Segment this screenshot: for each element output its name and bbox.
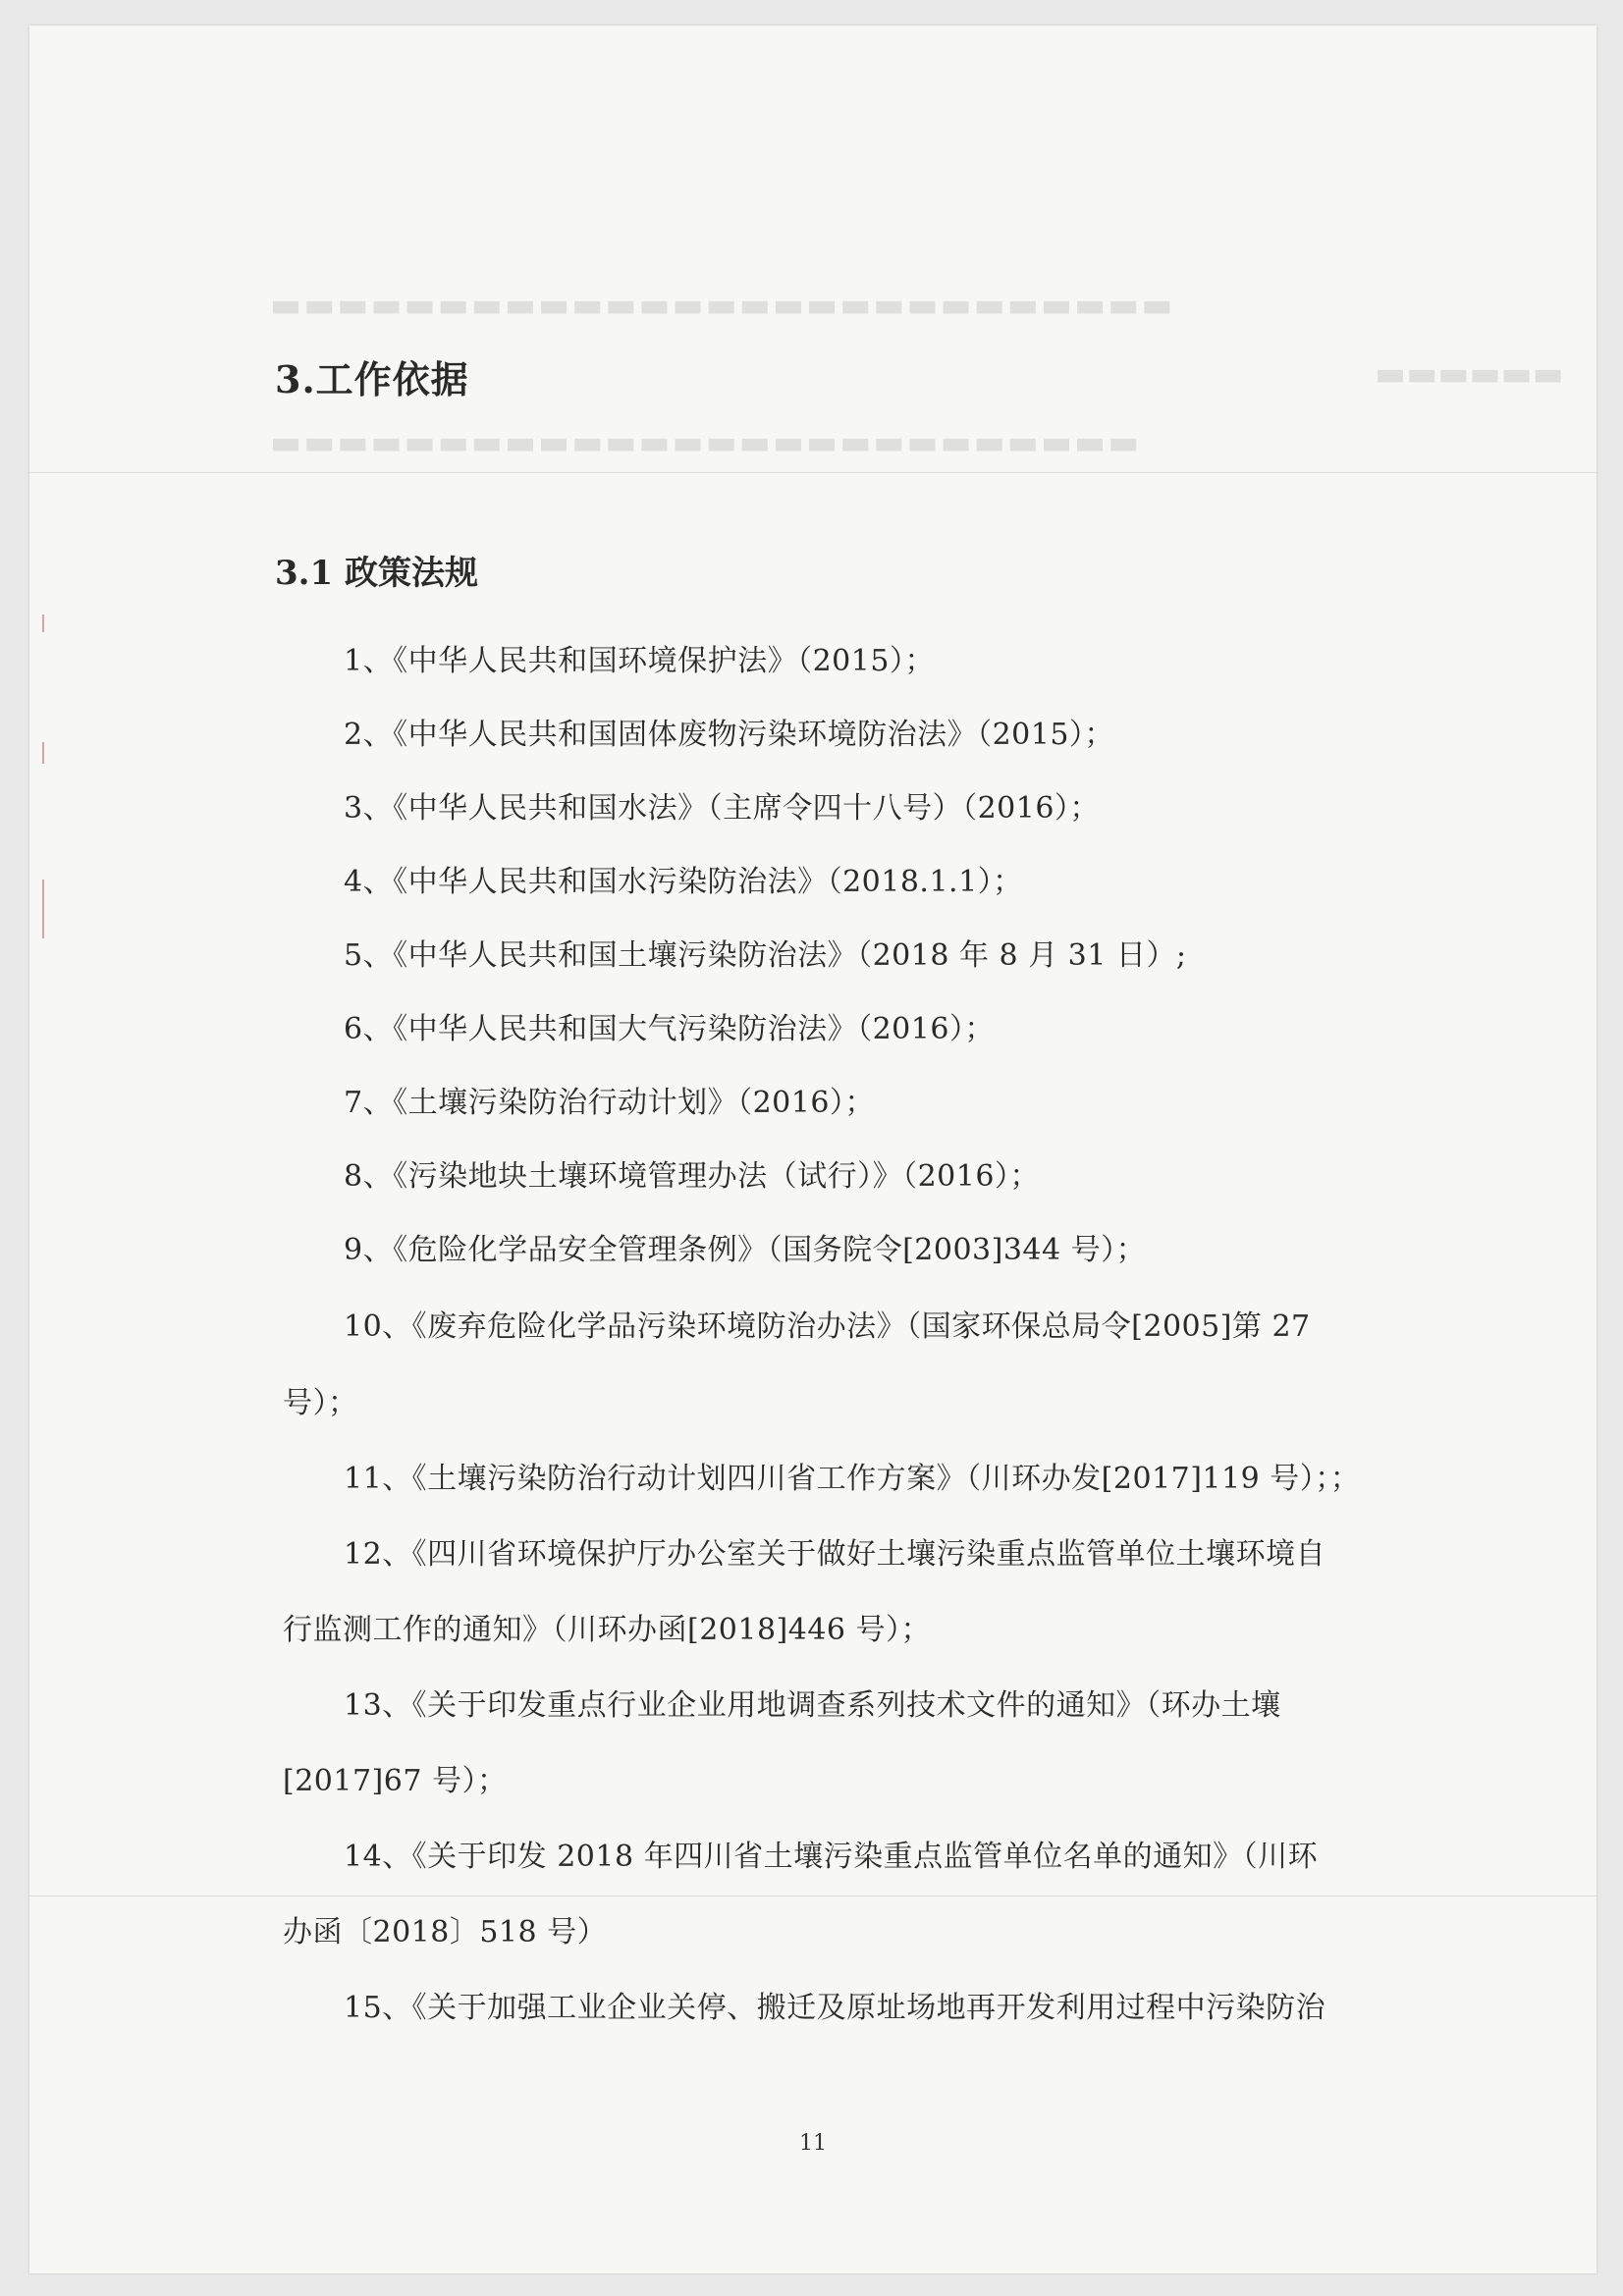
regulation-item-14-cont: 办函〔2018〕518 号） — [283, 1915, 608, 1949]
regulation-item-12: 12、《四川省环境保护厅办公室关于做好土壤污染重点监管单位土壤环境自 — [344, 1537, 1326, 1572]
regulation-item-4: 4、《中华人民共和国水污染防治法》（2018.1.1）； — [344, 865, 1023, 899]
regulation-item-3: 3、《中华人民共和国水法》（主席令四十八号）（2016）； — [344, 791, 1100, 826]
regulation-item-10-cont: 号）； — [283, 1386, 358, 1420]
regulation-item-2: 2、《中华人民共和国固体废物污染环境防治法》（2015）； — [344, 718, 1114, 752]
regulation-item-11: 11、《土壤污染防治行动计划四川省工作方案》（川环办发[2017]119 号）；； — [344, 1462, 1361, 1496]
regulation-item-5: 5、《中华人民共和国土壤污染防治法》（2018 年 8 月 31 日）; — [344, 938, 1187, 973]
regulation-item-1: 1、《中华人民共和国环境保护法》（2015）； — [344, 644, 935, 678]
document-page: ▬▬▬▬▬▬▬▬▬▬▬▬▬▬▬▬▬▬▬▬▬▬▬▬▬▬▬ ▬▬▬▬▬▬ ▬▬▬▬▬▬▬▬▬▬▬▬▬▬▬▬▬▬▬▬▬▬▬▬▬▬ 3.工作依据 3.1 政策法规 1、《中华人民共和国环境保护法》（2015）； 2、《中华人民共和国固体废物污染环境防治法》（2015）； 3、《中华人民共和国水法》（主席令四十八号）（2016）； 4、《中华人民共和国水污染防治法》（2018.1.1）； 5、《中华人民共和国土壤污染防治法》（2018 年 8 月 31 日）; 6、《中华人民共和国大气污染防治法》（2016）； 7、《土壤污染防治行动计划》（2016）； 8、《污染地块土壤环境管理办法（试行）》（2016）； 9、《危险化学品安全管理条例》（国务院令[2003]344 号）； 10、《废弃危险化学品污染环境防治办法》（国家环保总局令[2005]第 27 号）； 11、《土壤污染防治行动计划四川省工作方案》（川环办发[2017]119 号）；； 12、《四川省环境保护厅办公室关于做好土壤污染重点监管单位土壤环境自 行监测工作的通知》（川环办函[2018]446 号）； 13、《关于印发重点行业企业用地调查系列技术文件的通知》（环办土壤 [2017]67 号）； 14、《关于印发 2018 年四川省土壤污染重点监管单位名单的通知》（川环 办函〔2018〕518 号） 15、《关于加强工业企业关停、搬迁及原址场地再开发利用过程中污染防治 11 — [29, 26, 1596, 2273]
section-heading: 3.工作依据 — [275, 357, 469, 401]
subsection-heading: 3.1 政策法规 — [275, 554, 478, 593]
regulation-item-13: 13、《关于印发重点行业企业用地调查系列技术文件的通知》（环办土壤 — [344, 1688, 1281, 1723]
regulation-item-14: 14、《关于印发 2018 年四川省土壤污染重点监管单位名单的通知》（川环 — [344, 1840, 1319, 1874]
regulation-item-7: 7、《土壤污染防治行动计划》（2016）； — [344, 1086, 875, 1120]
page-number: 11 — [799, 2131, 827, 2156]
regulation-item-6: 6、《中华人民共和国大气污染防治法》（2016）； — [344, 1012, 995, 1046]
regulation-item-15: 15、《关于加强工业企业关停、搬迁及原址场地再开发利用过程中污染防治 — [344, 1991, 1326, 2025]
document-body — [29, 26, 1596, 2273]
regulation-item-13-cont: [2017]67 号）； — [283, 1764, 508, 1798]
regulation-item-9: 9、《危险化学品安全管理条例》（国务院令[2003]344 号）； — [344, 1233, 1147, 1267]
regulation-item-12-cont: 行监测工作的通知》（川环办函[2018]446 号）； — [283, 1613, 932, 1647]
regulation-item-10: 10、《废弃危险化学品污染环境防治办法》（国家环保总局令[2005]第 27 — [344, 1309, 1311, 1344]
regulation-item-8: 8、《污染地块土壤环境管理办法（试行）》（2016）； — [344, 1159, 1040, 1194]
